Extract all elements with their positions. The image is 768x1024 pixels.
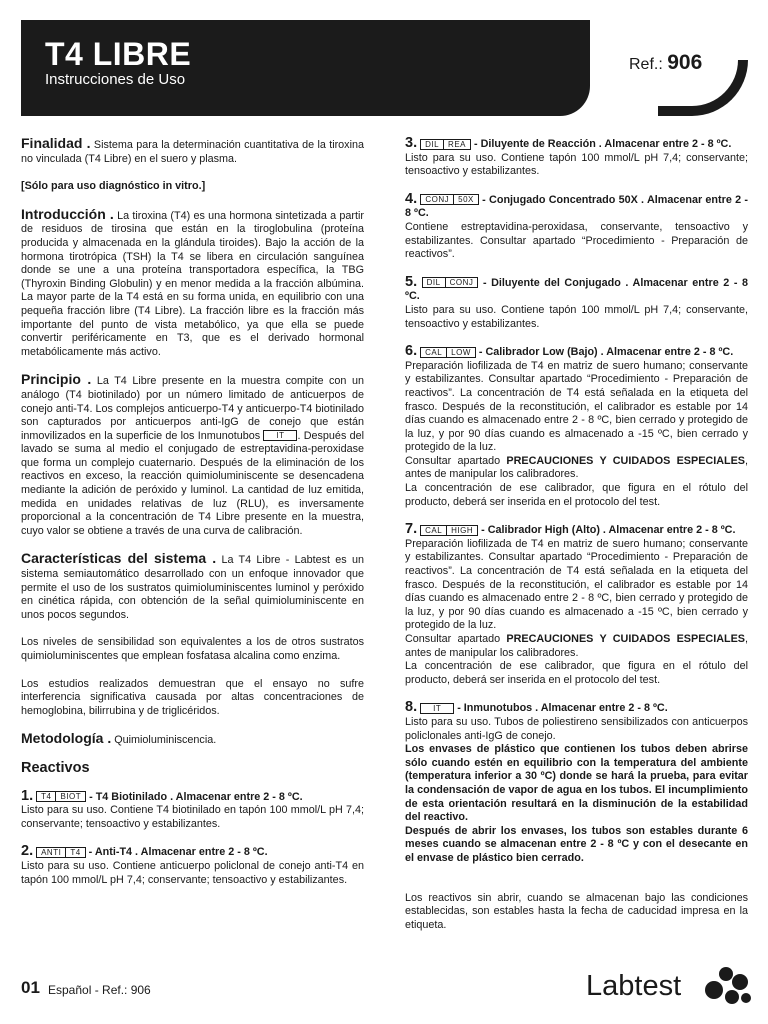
reagent-2 xyxy=(21,845,364,887)
reagent-badge: CAL xyxy=(420,525,447,536)
reagent-7 xyxy=(405,523,748,687)
caract-section xyxy=(21,552,364,622)
consult-text-end: , antes de manipular los calibradores. xyxy=(405,633,748,659)
reagent-text: Preparación liofilizada de T4 en matriz de suero humano; conservante y estabilizantes. Consultar apartado “Procedimiento - Preparación de reactivos”. La concentración de T4 está señalada en la etiqueta del frasco. Después de la reconstitución, el calibrador es estable por 14 días cuando es almacenado entre 2 - 8 ºC, bien cerrado y protegido de la luz, y por 90 días cuando es almacenado a -15 ºC, bien cerrado y protegido de la luz. xyxy=(405,537,748,632)
principio-heading: Principio . xyxy=(21,371,92,388)
reagent-badge: CAL xyxy=(420,347,447,358)
intro-heading: Introducción . xyxy=(21,205,114,222)
reagent-number: 5. xyxy=(405,273,418,290)
ref-label: Ref.: xyxy=(629,56,663,73)
reagent-badge: DIL xyxy=(420,139,444,150)
warning-text: Los envases de plástico que contienen los tubos deben abrirse sólo cuando estén en equilibrio con la temperatura del ambiente (temperatura inferior a 30 ºC) donde se hará la prueba, para evitar la condensación de vapor de agua en los tubos. El incumplimiento de esta orientación resultará en la disminución de la estabilidad del reactivo. xyxy=(405,743,748,824)
reagent-badge: T4 xyxy=(66,847,85,858)
reagent-number: 2. xyxy=(21,843,34,860)
principio-section xyxy=(21,373,364,538)
reagent-text: Listo para su uso. Contiene tapón 100 mmol/L pH 7,4; conservante; tensoactivo y estabilizantes. xyxy=(405,151,748,178)
metodo-section xyxy=(21,732,364,748)
reagent-badge: ANTI xyxy=(36,847,66,858)
intro-text: La tiroxina (T4) es una hormona sintetizada a partir de residuos de tirosina que están en la tiroglobulina (proteína producida y almacenada en la glándula tiroides). Bajo la acción de la hormona tirotrópica (TSH) la T4 se libera en circulación sanguínea donde se une a una proteína transportadora específica, la TBG (Thyroxin Binding Globulin) y en menor medida a la fracción albúmina. La mayor parte de la T4 está en su forma unida, en equilibrio con una pequeña fracción libre (T4 Libre). La fracción libre es la fracción más importante del punto de vista metabólico, ya que ella se puede convertir periféricamente en T3, que es el derivado hormonal metabólicamente más activo. xyxy=(21,209,364,358)
footer-text: Español - Ref.: 906 xyxy=(48,983,151,997)
consult-section-name: PRECAUCIONES Y CUIDADOS ESPECIALES xyxy=(506,454,745,467)
reagent-number: 8. xyxy=(405,699,418,716)
reagent-text: Listo para su uso. Contiene T4 biotinilado en tapón 100 mmol/L pH 7,4; conservante; tensoactivo y estabilizantes. xyxy=(21,804,364,830)
reference-number xyxy=(629,52,702,76)
reagent-badge: CONJ xyxy=(446,277,479,288)
caract-text: La T4 Libre - Labtest es un sistema semiautomático desarrollado con un enfoque innovador que permite el uso de los sustratos quimioluminiscentes luminol y peróxido en cinética rápida, con obtención de la señal quimioluminiscente en unos pocos segundos. xyxy=(21,554,364,621)
reagent-badge: DIL xyxy=(422,277,446,288)
reagent-badge: CONJ xyxy=(420,194,454,205)
reagent-badge: LOW xyxy=(447,347,476,358)
labtest-logo xyxy=(586,966,756,1010)
reagent-text: Contiene estreptavidina-peroxidasa, conservante, tensoactivo y estabilizantes. Consultar apartado “Procedimiento - Preparación de reactivos”. xyxy=(405,220,748,261)
reagent-6 xyxy=(405,345,748,509)
reagent-number: 6. xyxy=(405,343,418,360)
reagent-text: Listo para su uso. Contiene anticuerpo policlonal de conejo anti-T4 en tapón 100 mmol/L pH 7,4; conservante; tensoactivo y estabilizantes. xyxy=(21,859,364,886)
header-bar xyxy=(21,20,590,116)
reagent-3 xyxy=(405,137,748,179)
logo-text: Labtest xyxy=(586,970,682,1002)
reactivos-heading: Reactivos xyxy=(21,759,90,776)
caract-heading: Características del sistema . xyxy=(21,550,217,567)
page-number: 01 xyxy=(21,978,40,997)
estudios-text: Los estudios realizados demuestran que el ensayo no sufre interferencia significativa causada por altas concentraciones de hemoglobina, bilirrubina y de triglicéridos. xyxy=(21,677,364,717)
reagent-title: - Diluyente de Reacción . Almacenar entre 2 - 8 ºC. xyxy=(474,138,732,150)
niveles-text: Los niveles de sensibilidad son equivalentes a los de otros sustratos quimioluminiscentes que emplean fosfatasa alcalina como enzima. xyxy=(21,636,364,662)
reagent-badge: HIGH xyxy=(447,525,478,536)
consult-text: Consultar apartado xyxy=(405,454,501,467)
reagent-4 xyxy=(405,190,748,262)
reagent-title: - Calibrador High (Alto) . Almacenar entre 2 - 8 ºC. xyxy=(481,524,736,537)
reagent-badge: 50X xyxy=(454,194,479,205)
consult-text: Consultar apartado xyxy=(405,633,501,645)
reagent-5 xyxy=(405,273,748,331)
intro-section xyxy=(21,205,364,360)
principio-text-a: La T4 Libre presente en la muestra compite con un análogo (T4 biotinilado) por un número limitado de anticuerpos de conejo anti-T4. Los complejos anticuerpo-T4 y anticuerpo-T4 biotinilado son capturados por anticuerpos anti-IgG de conejo que están inmovilizados en la superficie de los Inmunotubos xyxy=(21,375,365,442)
logo-mark-icon xyxy=(704,966,752,1006)
metodo-text: Quimioluminiscencia. xyxy=(114,734,217,747)
finalidad-heading: Finalidad . xyxy=(21,135,91,151)
reagent-badge: T4 xyxy=(36,791,56,802)
left-column xyxy=(21,137,364,901)
consult-section-name: PRECAUCIONES Y CUIDADOS ESPECIALES xyxy=(506,633,745,645)
reagent-badge: BIOT xyxy=(56,791,86,802)
finalidad-section xyxy=(21,137,364,166)
reagent-title: - Anti-T4 . Almacenar entre 2 - 8 ºC. xyxy=(88,846,268,859)
closing-text: Los reactivos sin abrir, cuando se almacenan bajo las condiciones establecidas, son estables hasta la fecha de caducidad impresa en la etiqueta. xyxy=(405,891,748,931)
diagnostic-note: [Sólo para uso diagnóstico in vitro.] xyxy=(21,180,206,193)
reagent-title: - T4 Biotinilado . Almacenar entre 2 - 8 ºC. xyxy=(89,790,303,803)
reagent-badge: REA xyxy=(444,139,471,150)
calibrator-concentration-note: La concentración de ese calibrador, que figura en el rótulo del producto, deberá ser inserida en el protocolo del test. xyxy=(405,660,748,686)
reagent-title: - Diluyente del Conjugado . Almacenar entre 2 - 8 ºC. xyxy=(405,276,748,303)
reagent-text: Listo para su uso. Contiene tapón 100 mmol/L pH 7,4; conservante, tensoactivo y estabilizantes. xyxy=(405,303,748,330)
right-column xyxy=(405,137,748,946)
reagent-8 xyxy=(405,701,748,865)
reagent-title: - Inmunotubos . Almacenar entre 2 - 8 ºC. xyxy=(457,702,668,715)
reagent-number: 4. xyxy=(405,190,418,207)
principio-text-b: . Después del lavado se suma al medio el conjugado de estreptavidina-peroxidase que forma un complejo cuaternario. Después de la eliminación de los reactivos en exceso, la reacción quimioluminiscente se desencadena mediante la adición de peróxido y luminol. La cantidad de luz emitida, medida en unidades relativas de luz (RLU), es inversamente proporcional a la concentración de T4 Libre presente en la muestra, cuyo valor se obtiene a través de una curva de calibración. xyxy=(21,429,364,537)
calibrator-concentration-note: La concentración de ese calibrador, que figura en el rótulo del producto, deberá ser inserida en el protocolo del test. xyxy=(405,482,748,508)
reagent-number: 1. xyxy=(21,787,34,804)
stability-text: Después de abrir los envases, los tubos son estables durante 6 meses cuando se almacenan entre 2 - 8 ºC y con el desecante en el envase de plástico bien cerrado. xyxy=(405,824,748,864)
reagent-title: - Calibrador Low (Bajo) . Almacenar entre 2 - 8 ºC. xyxy=(478,346,734,359)
document-subtitle: Instrucciones de Uso xyxy=(45,71,186,88)
reagent-title: - Conjugado Concentrado 50X . Almacenar entre 2 - 8 ºC. xyxy=(405,193,748,220)
reagent-number: 3. xyxy=(405,135,418,151)
reagent-1 xyxy=(21,787,364,832)
reagent-number: 7. xyxy=(405,521,418,538)
it-badge: IT xyxy=(263,430,297,441)
consult-text-end: , antes de manipular los calibradores. xyxy=(405,454,748,481)
reagent-badge: IT xyxy=(420,703,454,714)
metodo-heading: Metodología . xyxy=(21,730,112,747)
document-title: T4 LIBRE xyxy=(45,36,192,72)
reagent-text: Preparación liofilizada de T4 en matriz de suero humano; conservante y estabilizantes. Consultar apartado “Procedimiento - Preparación de reactivos”. La concentración de T4 está señalada en la etiqueta del frasco. Después de la reconstitución, el calibrador es estable por 14 días cuando es almacenado entre 2 - 8 ºC, bien cerrado y protegido de la luz, y por 90 días cuando es almacenado a -15 ºC, bien cerrado y protegido de la luz. xyxy=(405,359,748,454)
finalidad-text: Sistema para la determinación cuantitativa de la tiroxina no vinculada (T4 Libre) en el suero y plasma. xyxy=(21,139,364,165)
reagent-text: Listo para su uso. Tubos de poliestireno sensibilizados con anticuerpos policlonales anti-IgG de conejo. xyxy=(405,715,748,742)
ref-value: 906 xyxy=(667,51,703,74)
